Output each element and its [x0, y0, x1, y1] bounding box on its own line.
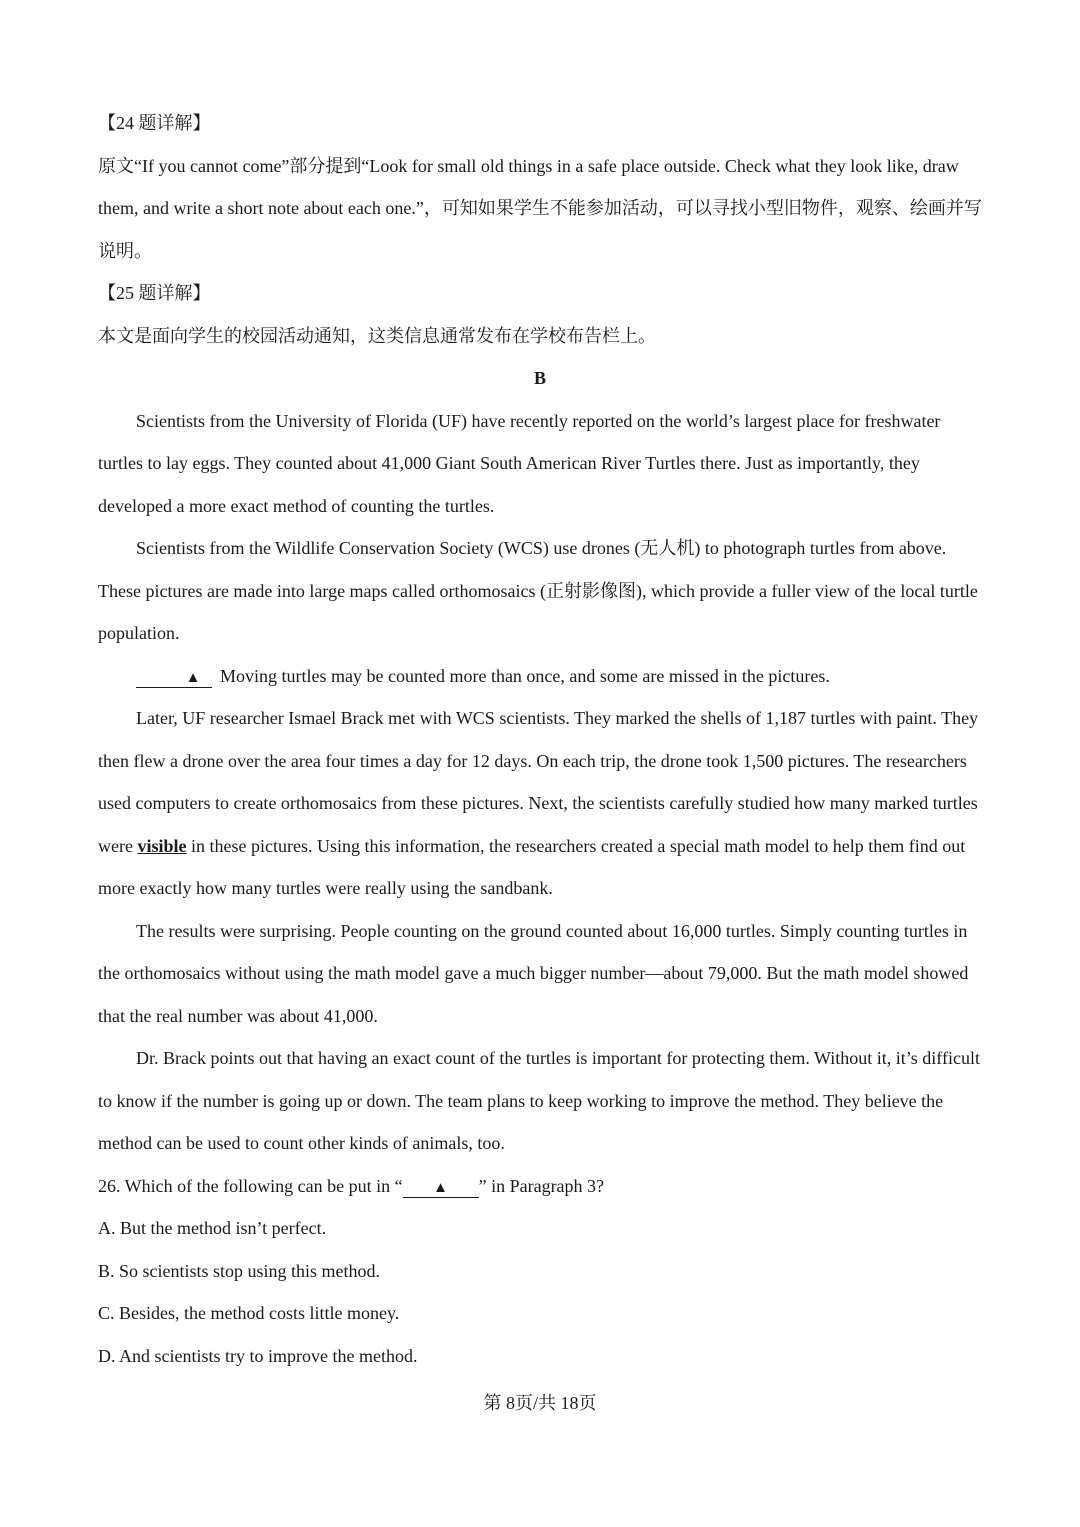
- section-label: B: [533, 368, 546, 388]
- question-26-option-c: C. Besides, the method costs little money.: [98, 1303, 400, 1323]
- detail-24-text: 原文“If you cannot come”部分提到“Look for small old things in a safe place outside. Check what they look like, draw them, and write a short note about each one.”，可知如果学生不能参加活动，可以寻找小型旧物件，观察、绘画并写说明。: [98, 155, 982, 261]
- passage-paragraph-3-text: Moving turtles may be counted more than once, and some are missed in the pictures.: [220, 665, 830, 686]
- detail-25-text: 本文是面向学生的校园活动通知，这类信息通常发布在学校布告栏上。: [98, 325, 656, 346]
- detail-25-heading: 【25 题详解】: [98, 283, 211, 303]
- detail-24-heading: 【24 题详解】: [98, 113, 211, 133]
- passage-paragraph-5: The results were surprising. People counting on the ground counted about 16,000 turtles. Simply counting turtles in the orthomosaics without using the math model gave a much bigger number—about 79,000. But the math model showed that the real number was about 41,000.: [98, 920, 969, 1026]
- question-26-option-d: D. And scientists try to improve the method.: [98, 1345, 418, 1366]
- vocab-word-visible: visible: [137, 835, 187, 856]
- passage-paragraph-6: Dr. Brack points out that having an exact count of the turtles is important for protecting them. Without it, it’s difficult to know if the number is going up or down. The team plans to keep working to improve the method. They believe the method can be used to count other kinds of animals, too.: [98, 1048, 980, 1153]
- question-26-option-b: B. So scientists stop using this method.: [98, 1260, 381, 1281]
- answer-blank: ▲: [136, 669, 212, 688]
- passage-paragraph-3: [98, 655, 982, 698]
- passage-paragraph-4: [98, 697, 982, 910]
- question-26-stem: [98, 1165, 982, 1208]
- question-26-blank: ▲: [403, 1179, 479, 1198]
- passage-paragraph-1: Scientists from the University of Florida (UF) have recently reported on the world’s largest place for freshwater turtles to lay eggs. They counted about 41,000 Giant South American River Turtles there. Just as importantly, they developed a more exact method of counting the turtles.: [98, 410, 941, 516]
- question-26-stem-before: 26. Which of the following can be put in “: [98, 1175, 403, 1196]
- passage-paragraph-4-after: in these pictures. Using this information, the researchers created a special math model to help them find out more exactly how many turtles were really using the sandbank.: [98, 835, 966, 898]
- question-26-stem-after: ” in Paragraph 3?: [478, 1175, 605, 1196]
- page-footer: 第 8页/共 18页: [483, 1393, 597, 1413]
- question-26-option-a: A. But the method isn’t perfect.: [98, 1218, 327, 1238]
- passage-paragraph-2: Scientists from the Wildlife Conservation Society (WCS) use drones (无人机) to photograph turtles from above. These pictures are made into large maps called orthomosaics (正射影像图), which provide a fuller view of the local turtle population.: [98, 538, 978, 643]
- passage-paragraph-4-before: Later, UF researcher Ismael Brack met with WCS scientists. They marked the shells of 1,187 turtles with paint. They then flew a drone over the area four times a day for 12 days. On each trip, the drone took 1,500 pictures. The researchers used computers to create orthomosaics from these pictures. Next, the scientists carefully studied how many marked turtles were: [98, 708, 979, 856]
- document-page: [98, 102, 982, 1377]
